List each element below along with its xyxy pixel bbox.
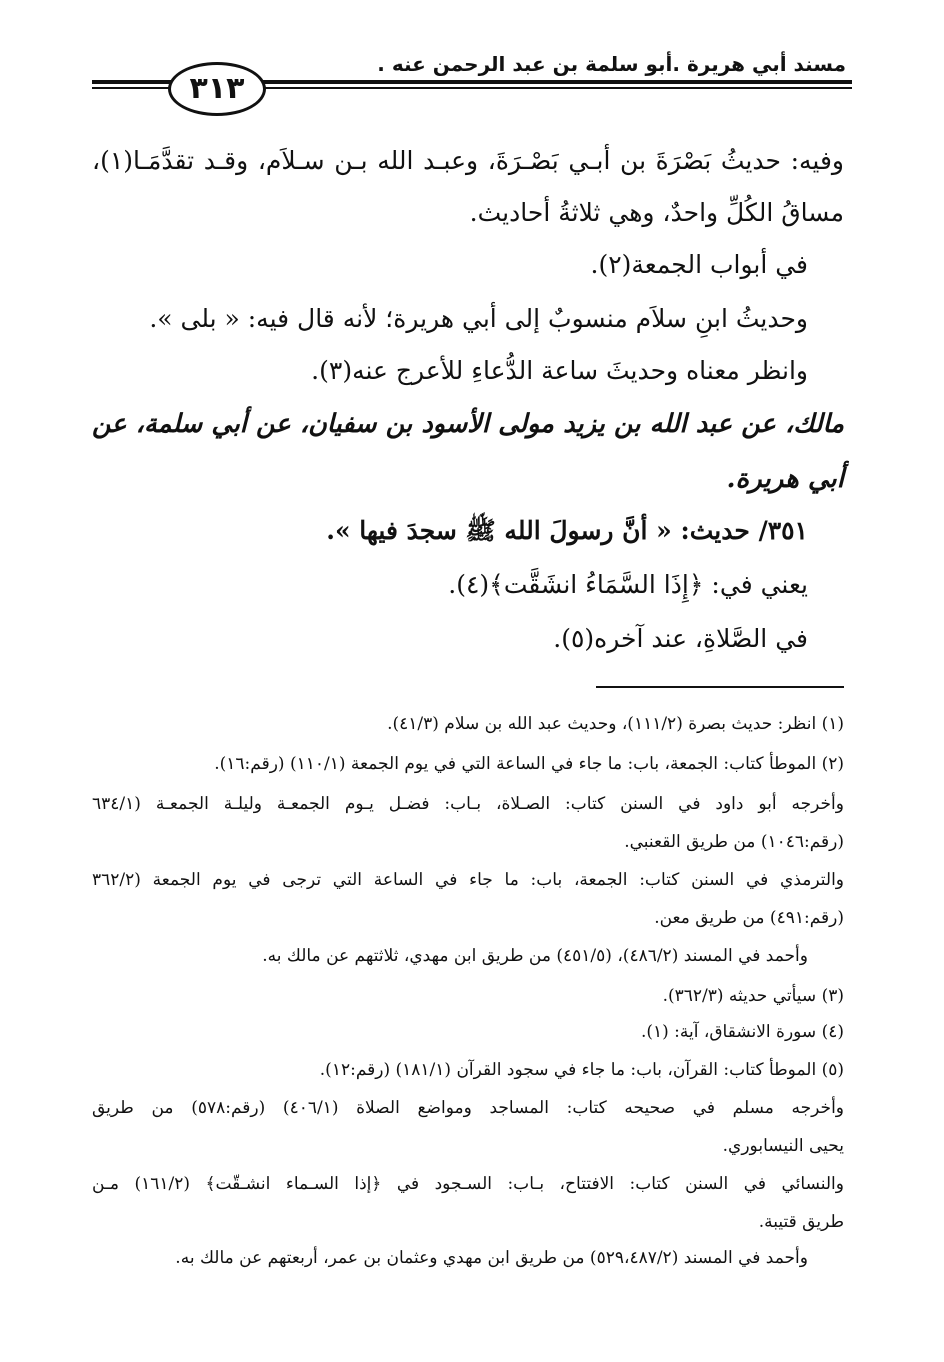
body-line: في الصَّلاةِ، عند آخره(٥).: [553, 624, 808, 653]
header-rule: [92, 80, 172, 84]
footnote-line: وأخرجه مسلم في صحيحه كتاب: المساجد ومواضع الصلاة (٤٠٦/١) (رقم:٥٧٨) من طريق: [92, 1098, 845, 1118]
footnote-line: طريق قتيبة.: [758, 1212, 844, 1232]
footnote-separator: [596, 686, 844, 688]
isnad-line: أبي هريرة.: [726, 464, 844, 494]
footnote-line: (٣) سيأتي حديثه (٣٦٢/٣).: [662, 986, 844, 1006]
body-line: في أبواب الجمعة(٢).: [590, 250, 808, 279]
footnote-line: (٢) الموطأ كتاب: الجمعة، باب: ما جاء في الساعة التي في يوم الجمعة (١١٠/١) (رقم:١٦).: [214, 754, 844, 774]
hadith-text: « أنَّ رسولَ الله ﷺ سجدَ فيها ».: [326, 516, 672, 545]
body-line: مساقُ الكُلِّ واحدٌ، وهي ثلاثةُ أحاديث.: [469, 198, 844, 227]
isnad-line: مالك، عن عبد الله بن يزيد مولى الأسود بن سفيان، عن أبي سلمة، عن: [92, 409, 844, 439]
footnote-line: (رقم:١٠٤٦) من طريق القعنبي.: [624, 832, 844, 852]
running-header: مسند أبي هريرة .أبو سلمة بن عبد الرحمن عنه .: [377, 52, 846, 76]
footnote-line: (٥) الموطأ كتاب: القرآن، باب: ما جاء في سجود القرآن (١٨١/١) (رقم:١٢).: [319, 1060, 844, 1080]
footnote-line: (٤) سورة الانشقاق، آية: (١).: [640, 1022, 844, 1042]
footnote-line: (رقم:٤٩١) من طريق معن.: [654, 908, 844, 928]
footnote-line: يحيى النيسابوري.: [722, 1136, 844, 1156]
footnote-line: وأحمد في المسند (٤٨٦/٢)، (٤٥١/٥) من طريق ابن مهدي، ثلاثتهم عن مالك به.: [262, 946, 808, 966]
footnote-line: (١) انظر: حديث بصرة (١١١/٢)، وحديث عبد الله بن سلام (٤١/٣).: [387, 714, 844, 734]
footnote-line: والترمذي في السنن كتاب: الجمعة، باب: ما جاء في الساعة التي ترجى في يوم الجمعة (٣٦٢/٢: [92, 870, 844, 890]
footnote-line: والنسائي في السنن كتاب: الافتتاح، بـاب: السـجود في ﴿إذا السـماء انشـقّت﴾ (١٦١/٢) مـن: [92, 1174, 844, 1194]
hadith-number: ٣٥١/: [758, 516, 808, 545]
body-line: يعني في: ﴿إِذَا السَّمَاءُ انشَقَّت﴾(٤).: [448, 570, 808, 599]
body-line: وانظر معناه وحديثَ ساعة الدُّعاءِ للأعرج عنه(٣).: [311, 356, 808, 385]
hadith-label: حديث:: [680, 516, 750, 545]
header-rule: [255, 80, 852, 84]
footnote-line: وأخرجه أبو داود في السنن كتاب: الصـلاة، بـاب: فضـل يـوم الجمعـة وليلـة الجمعـة (٦٣٤/١: [92, 794, 844, 814]
body-line: وحديثُ ابنِ سلاَم منسوبٌ إلى أبي هريرة؛ لأنه قال فيه: « بلى ».: [149, 304, 808, 333]
hadith-line: [326, 518, 808, 543]
footnote-line: وأحمد في المسند (٥٢٩،٤٨٧/٢) من طريق ابن مهدي وعثمان بن عمر، أربعتهم عن مالك به.: [175, 1248, 808, 1268]
body-line: وفيه: حديثُ بَصْرَةَ بن أبـي بَصْـرَةَ، وعبـد الله بـن سـلاَم، وقـد تقدَّمَـا(١)،: [92, 146, 845, 175]
page-number-badge: ٣١٣: [168, 62, 266, 116]
header-rule: [92, 87, 172, 89]
header-rule: [255, 87, 852, 89]
